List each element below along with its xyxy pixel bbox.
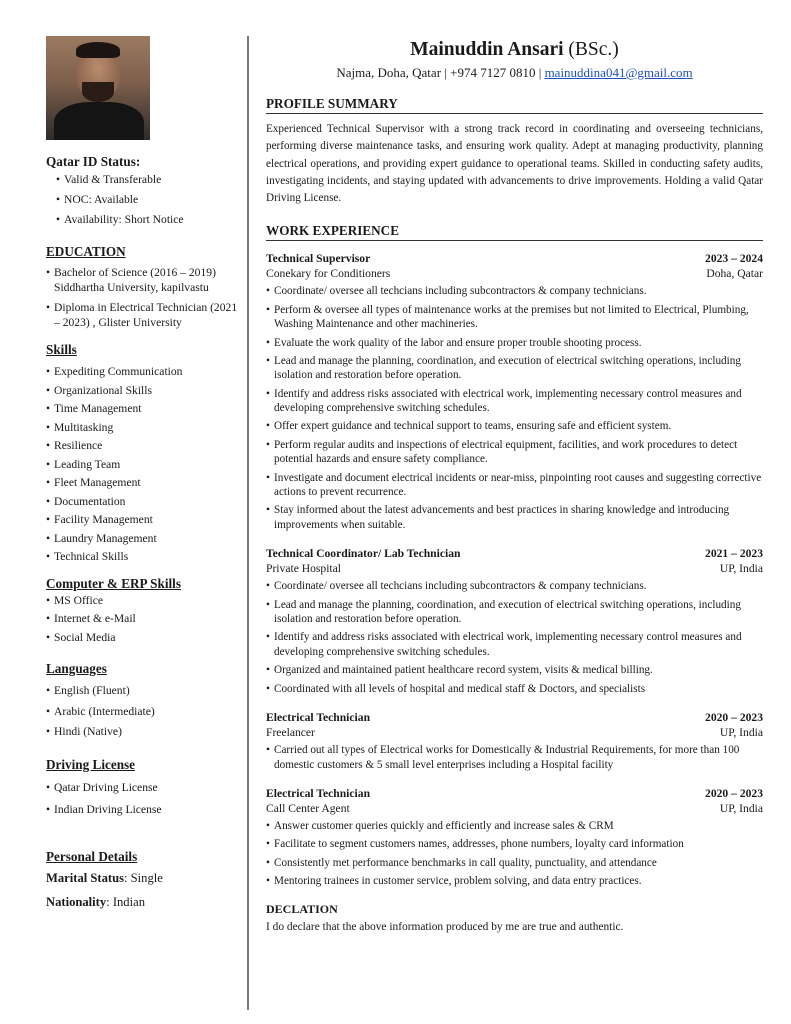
contact-text: Najma, Doha, Qatar | +974 7127 0810 | (336, 65, 542, 80)
job-company: Call Center Agent (266, 802, 350, 816)
duty-item: • Facilitate to segment customers names, addresses, phone numbers, loyalty card information (266, 837, 763, 852)
list-item: • Fleet Management (46, 474, 242, 493)
skills-heading: Skills (46, 342, 77, 357)
duty-item: • Coordinated with all levels of hospital and medical staff & Doctors, and specialists (266, 682, 763, 697)
list-item: • NOC: Available (46, 190, 242, 210)
personal-details-heading: Personal Details (46, 848, 138, 864)
list-item: • Laundry Management (46, 530, 242, 549)
list-item: • Facility Management (46, 511, 242, 530)
list-item: • Qatar Driving License (46, 777, 242, 799)
list-item: • Internet & e-Mail (46, 610, 242, 629)
job-location: UP, India (719, 562, 763, 576)
job-list (266, 251, 763, 888)
email-link[interactable]: mainuddina041@gmail.com (544, 65, 693, 80)
list-item: • Leading Team (46, 456, 242, 475)
list-item: • Social Media (46, 629, 242, 648)
profile-photo (46, 36, 150, 140)
job-company: Conekary for Conditioners (266, 267, 391, 281)
education-heading: EDUCATION (46, 244, 126, 259)
list-item: • Organizational Skills (46, 382, 242, 401)
list-item: • English (Fluent) (46, 681, 242, 702)
job-entry (266, 251, 763, 532)
column-divider (247, 36, 249, 1010)
declaration-text: I do declare that the above information produced by me are true and authentic. (266, 921, 624, 934)
job-duties (266, 284, 763, 532)
list-item: • MS Office (46, 592, 242, 611)
id-status-heading: Qatar ID Status: (46, 154, 141, 169)
list-item: • Availability: Short Notice (46, 210, 242, 230)
job-title: Technical Coordinator/ Lab Technician (266, 547, 461, 561)
duty-item: • Investigate and document electrical incidents or near-miss, pinpointing root causes and suggesting corrective actions to prevent recurrence. (266, 471, 763, 500)
job-entry (266, 786, 763, 888)
job-entry (266, 710, 763, 772)
duty-item: • Consistently met performance benchmarks in call quality, punctuality, and attendance (266, 856, 763, 871)
driving-license-heading: Driving License (46, 756, 136, 772)
driving-license-list (46, 777, 242, 821)
job-entry (266, 546, 763, 696)
duty-item: • Coordinate/ oversee all techcians including subcontractors & company technicians. (266, 579, 763, 594)
duty-item: • Identify and address risks associated with electrical work, implementing necessary control measures and developing comprehensive switching schedules. (266, 387, 763, 416)
declaration-heading: DECLATION (266, 902, 338, 917)
duty-item: • Stay informed about the latest advancements and best practices in sharing knowledge and introducing improvements when suitable. (266, 503, 763, 532)
list-item: • Multitasking (46, 419, 242, 438)
job-location: Doha, Qatar (706, 267, 763, 281)
job-company: Private Hospital (266, 562, 342, 576)
list-item: • Hindi (Native) (46, 722, 242, 743)
sidebar (46, 36, 242, 914)
candidate-name: Mainuddin Ansari (BSc.) (410, 39, 619, 60)
computer-skills-heading: Computer & ERP Skills (46, 575, 181, 591)
job-duties (266, 743, 763, 772)
list-item: • Bachelor of Science (2016 – 2019) Siddhartha University, kapilvastu (46, 265, 242, 295)
duty-item: • Lead and manage the planning, coordination, and execution of electrical switching operations, including isolation and restoration before operation. (266, 354, 763, 383)
job-title: Electrical Technician (266, 711, 371, 725)
duty-item: • Mentoring trainees in customer service, problem solving, and data entry practices. (266, 874, 763, 889)
marital-status: Marital Status: Single (46, 870, 163, 885)
duty-item: • Answer customer queries quickly and efficiently and increase sales & CRM (266, 819, 763, 834)
duty-item: • Perform & oversee all types of maintenance works at the premises but not limited to Electrical, Plumbing, Washing Maintenance and other machineries. (266, 303, 763, 332)
list-item: • Indian Driving License (46, 799, 242, 821)
duty-item: • Perform regular audits and inspections of electrical equipment, facilities, and work procedures to detect potential hazards and ensure safety compliance. (266, 438, 763, 467)
profile-summary-heading: PROFILE SUMMARY (266, 96, 763, 114)
main-content (266, 38, 763, 933)
id-status-list (46, 170, 242, 230)
job-location: UP, India (719, 802, 763, 816)
list-item: • Time Management (46, 400, 242, 419)
work-experience-heading: WORK EXPERIENCE (266, 223, 763, 241)
duty-item: • Coordinate/ oversee all techcians including subcontractors & company technicians. (266, 284, 763, 299)
list-item: • Resilience (46, 437, 242, 456)
profile-summary-text: Experienced Technical Supervisor with a strong track record in coordinating and overseeing technicians, performing diverse maintenance tasks, and ensuring work quality. Adept at managing productivity, planning electrical operations, and providing expert guidance to operational teams. Skilled in conducting safety audits, investigating incidents, and staying updated with advancements to drive improvements. Holding a valid Qatar Driving License. (266, 123, 763, 205)
job-title: Electrical Technician (266, 787, 371, 801)
list-item: • Documentation (46, 493, 242, 512)
job-duties (266, 579, 763, 696)
computer-skills-list (46, 592, 242, 648)
list-item: • Valid & Transferable (46, 170, 242, 190)
skills-list (46, 363, 242, 567)
job-dates: 2020 – 2023 (705, 787, 763, 801)
duty-item: • Organized and maintained patient healthcare record system, visits & medical billing. (266, 663, 763, 678)
languages-list (46, 681, 242, 743)
education-list (46, 265, 242, 330)
job-dates: 2020 – 2023 (705, 711, 763, 725)
job-title: Technical Supervisor (266, 252, 371, 266)
duty-item: • Offer expert guidance and technical support to teams, ensuring safe and efficient system. (266, 419, 763, 434)
job-location: UP, India (719, 726, 763, 740)
languages-heading: Languages (46, 661, 107, 676)
duty-item: • Evaluate the work quality of the labor and ensure proper trouble shooting process. (266, 336, 763, 351)
list-item: • Expediting Communication (46, 363, 242, 382)
job-dates: 2021 – 2023 (705, 547, 763, 561)
job-duties (266, 819, 763, 888)
list-item: • Arabic (Intermediate) (46, 702, 242, 723)
duty-item: • Lead and manage the planning, coordination, and execution of electrical switching operations, including isolation and restoration before operation. (266, 598, 763, 627)
nationality: Nationality: Indian (46, 894, 145, 909)
list-item: • Technical Skills (46, 548, 242, 567)
contact-line (266, 62, 763, 84)
duty-item: • Carried out all types of Electrical works for Domestically & Industrial Requirements, for more than 100 domestic customers & 5 small level enterprises including a Hospital facility (266, 743, 763, 772)
job-company: Freelancer (266, 726, 315, 740)
list-item: • Diploma in Electrical Technician (2021 – 2023) , Glister University (46, 300, 242, 330)
duty-item: • Identify and address risks associated with electrical work, implementing necessary control measures and developing comprehensive switching schedules. (266, 630, 763, 659)
job-dates: 2023 – 2024 (705, 252, 763, 266)
